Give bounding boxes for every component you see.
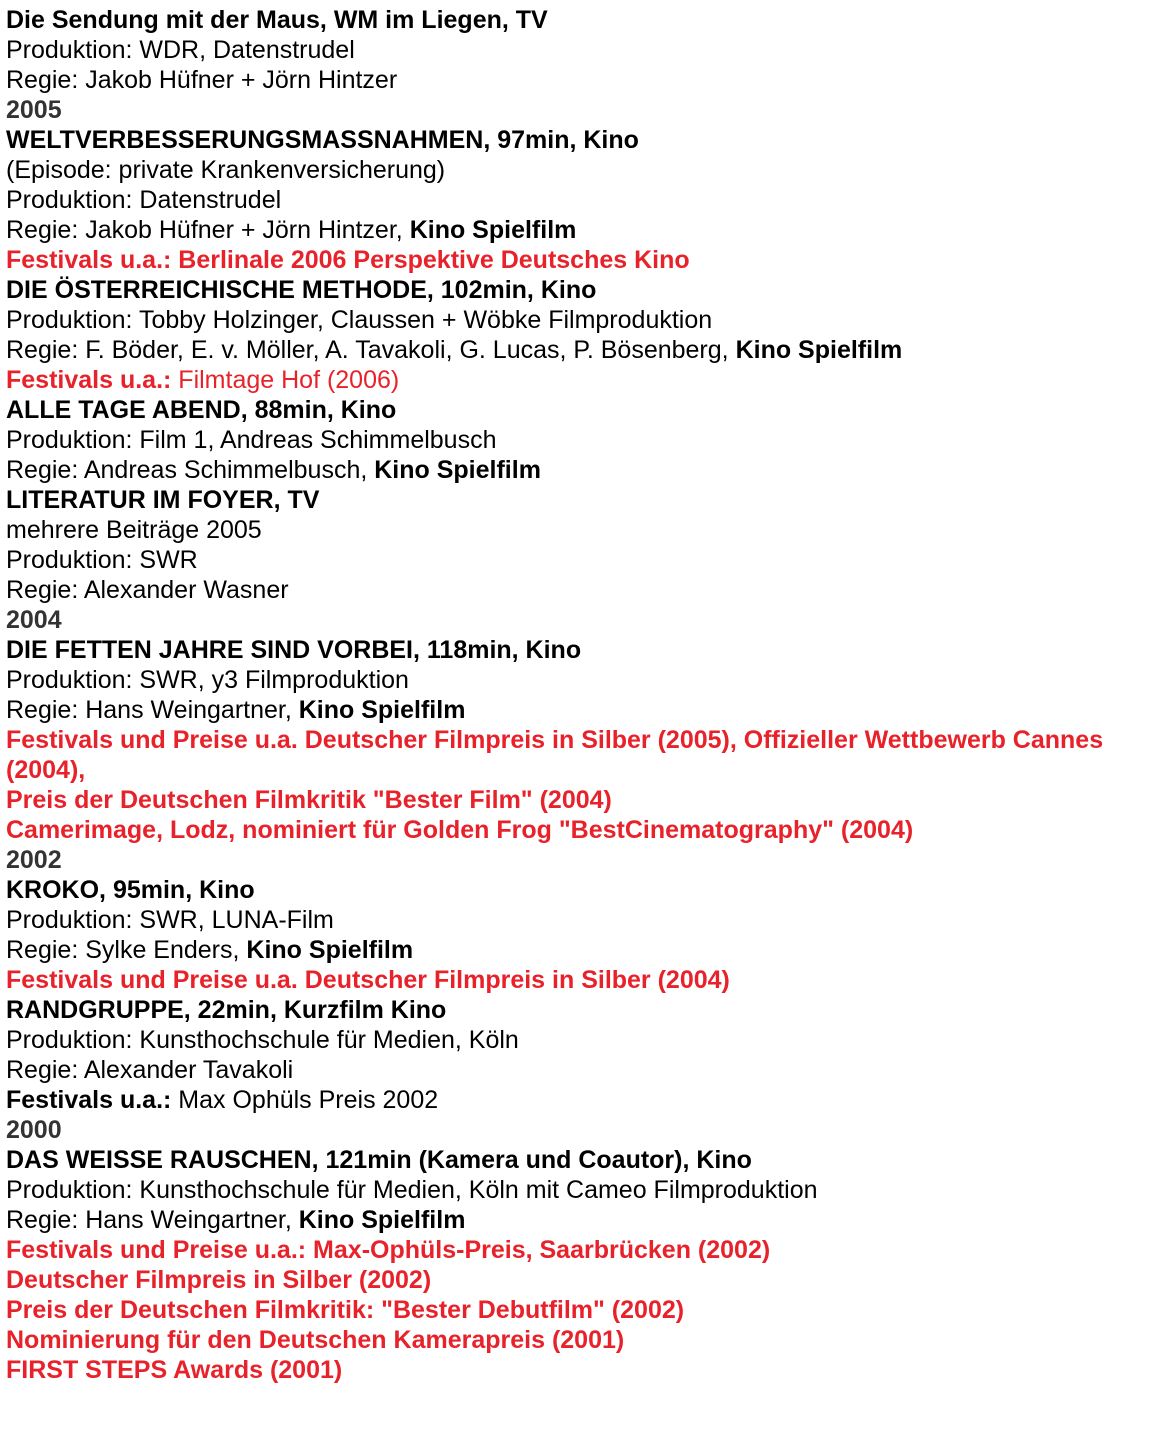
filmography-line: [6, 275, 1156, 305]
bold-text: Kino Spielfilm: [409, 216, 577, 244]
filmography-line: [6, 365, 1156, 395]
filmography-list: [6, 5, 1156, 1385]
filmography-line: [6, 35, 1156, 65]
text: Produktion: Kunsthochschule für Medien, Köln: [6, 1026, 519, 1054]
bold-text: Kino Spielfilm: [246, 936, 414, 964]
bold-text: Kino Spielfilm: [735, 336, 903, 364]
bold-text: KROKO, 95min, Kino: [6, 876, 255, 904]
filmography-line: [6, 665, 1156, 695]
filmography-line: [6, 515, 1156, 545]
year-heading: 2002: [6, 846, 62, 874]
filmography-line: [6, 155, 1156, 185]
filmography-line: [6, 635, 1156, 665]
filmography-line: [6, 335, 1156, 365]
filmography-line: [6, 5, 1156, 35]
filmography-line: [6, 305, 1156, 335]
text: Produktion: Kunsthochschule für Medien, Köln mit Cameo Filmproduktion: [6, 1176, 818, 1204]
filmography-line: [6, 185, 1156, 215]
bold-text: WELTVERBESSERUNGSMASSNAHMEN, 97min, Kino: [6, 126, 639, 154]
filmography-line: [6, 1355, 1156, 1385]
text: Produktion: WDR, Datenstrudel: [6, 36, 355, 64]
text: Produktion: Film 1, Andreas Schimmelbusch: [6, 426, 497, 454]
filmography-line: [6, 905, 1156, 935]
filmography-line: [6, 575, 1156, 605]
filmography-line: [6, 125, 1156, 155]
bold-text: Kino Spielfilm: [374, 456, 541, 484]
bold-text: Die Sendung mit der Maus, WM im Liegen, TV: [6, 6, 548, 34]
bold-text: Kino Spielfilm: [298, 1206, 466, 1234]
filmography-line: [6, 485, 1156, 515]
year-heading: 2000: [6, 1116, 62, 1144]
text: Regie: Jakob Hüfner + Jörn Hintzer,: [6, 216, 410, 244]
festival-text: FIRST STEPS Awards (2001): [6, 1356, 343, 1384]
filmography-line: [6, 1145, 1156, 1175]
bold-text: Festivals u.a.:: [6, 1086, 179, 1114]
text: mehrere Beiträge 2005: [6, 516, 262, 544]
festival-text: Camerimage, Lodz, nominiert für Golden Frog "BestCinematography" (2004): [6, 816, 914, 844]
text: Regie: Alexander Wasner: [6, 576, 289, 604]
text: Regie: Jakob Hüfner + Jörn Hintzer: [6, 66, 398, 94]
text: Produktion: SWR: [6, 546, 198, 574]
text: Regie: Hans Weingartner,: [6, 1206, 299, 1234]
bold-text: Kino Spielfilm: [298, 696, 466, 724]
filmography-line: [6, 1295, 1156, 1325]
festival-text: Nominierung für den Deutschen Kamerapreis (2001): [6, 1326, 625, 1354]
filmography-line: [6, 815, 1156, 845]
festival-text: Festivals und Preise u.a. Deutscher Filmpreis in Silber (2005), Offizieller Wettbewerb Cannes (2004),: [6, 726, 1104, 784]
filmography-line: [6, 545, 1156, 575]
text: Produktion: SWR, LUNA-Film: [6, 906, 334, 934]
festival-text: Festivals u.a.: Berlinale 2006 Perspektive Deutsches Kino: [6, 246, 690, 274]
text: (Episode: private Krankenversicherung): [6, 156, 446, 184]
bold-text: ALLE TAGE ABEND, 88min, Kino: [6, 396, 397, 424]
bold-text: DIE ÖSTERREICHISCHE METHODE, 102min, Kino: [6, 276, 597, 304]
text: Regie: F. Böder, E. v. Möller, A. Tavakoli, G. Lucas, P. Bösenberg,: [6, 336, 736, 364]
filmography-line: [6, 1265, 1156, 1295]
filmography-line: [6, 1175, 1156, 1205]
festival-text: Festivals u.a.:: [6, 366, 179, 394]
year-heading: 2004: [6, 606, 62, 634]
filmography-line: [6, 95, 1156, 125]
filmography-line: [6, 1235, 1156, 1265]
filmography-line: [6, 725, 1156, 785]
text: Regie: Andreas Schimmelbusch,: [6, 456, 375, 484]
filmography-line: [6, 395, 1156, 425]
festival-text: Festivals und Preise u.a. Deutscher Filmpreis in Silber (2004): [6, 966, 730, 994]
text: Regie: Alexander Tavakoli: [6, 1056, 294, 1084]
filmography-line: [6, 455, 1156, 485]
filmography-line: [6, 875, 1156, 905]
text: Regie: Sylke Enders,: [6, 936, 247, 964]
text: Produktion: Tobby Holzinger, Claussen + Wöbke Filmproduktion: [6, 306, 713, 334]
filmography-line: [6, 845, 1156, 875]
filmography-line: [6, 965, 1156, 995]
filmography-line: [6, 995, 1156, 1025]
filmography-line: [6, 695, 1156, 725]
festival-text: Festivals und Preise u.a.: Max-Ophüls-Preis, Saarbrücken (2002): [6, 1236, 771, 1264]
festival-text: Filmtage Hof (2006): [178, 366, 400, 394]
year-heading: 2005: [6, 96, 62, 124]
filmography-line: [6, 65, 1156, 95]
filmography-line: [6, 245, 1156, 275]
text: Produktion: Datenstrudel: [6, 186, 282, 214]
filmography-line: [6, 1205, 1156, 1235]
filmography-line: [6, 1085, 1156, 1115]
filmography-line: [6, 1055, 1156, 1085]
text: Produktion: SWR, y3 Filmproduktion: [6, 666, 409, 694]
filmography-line: [6, 935, 1156, 965]
bold-text: LITERATUR IM FOYER, TV: [6, 486, 320, 514]
festival-text: Preis der Deutschen Filmkritik "Bester Film" (2004): [6, 786, 612, 814]
bold-text: DIE FETTEN JAHRE SIND VORBEI, 118min, Kino: [6, 636, 582, 664]
filmography-line: [6, 215, 1156, 245]
filmography-line: [6, 1325, 1156, 1355]
bold-text: DAS WEISSE RAUSCHEN, 121min (Kamera und Coautor), Kino: [6, 1146, 752, 1174]
text: Regie: Hans Weingartner,: [6, 696, 299, 724]
text: Max Ophüls Preis 2002: [178, 1086, 439, 1114]
filmography-line: [6, 785, 1156, 815]
festival-text: Preis der Deutschen Filmkritik: "Bester Debutfilm" (2002): [6, 1296, 685, 1324]
filmography-line: [6, 1025, 1156, 1055]
festival-text: Deutscher Filmpreis in Silber (2002): [6, 1266, 432, 1294]
filmography-line: [6, 425, 1156, 455]
bold-text: RANDGRUPPE, 22min, Kurzfilm Kino: [6, 996, 447, 1024]
filmography-line: [6, 1115, 1156, 1145]
filmography-line: [6, 605, 1156, 635]
